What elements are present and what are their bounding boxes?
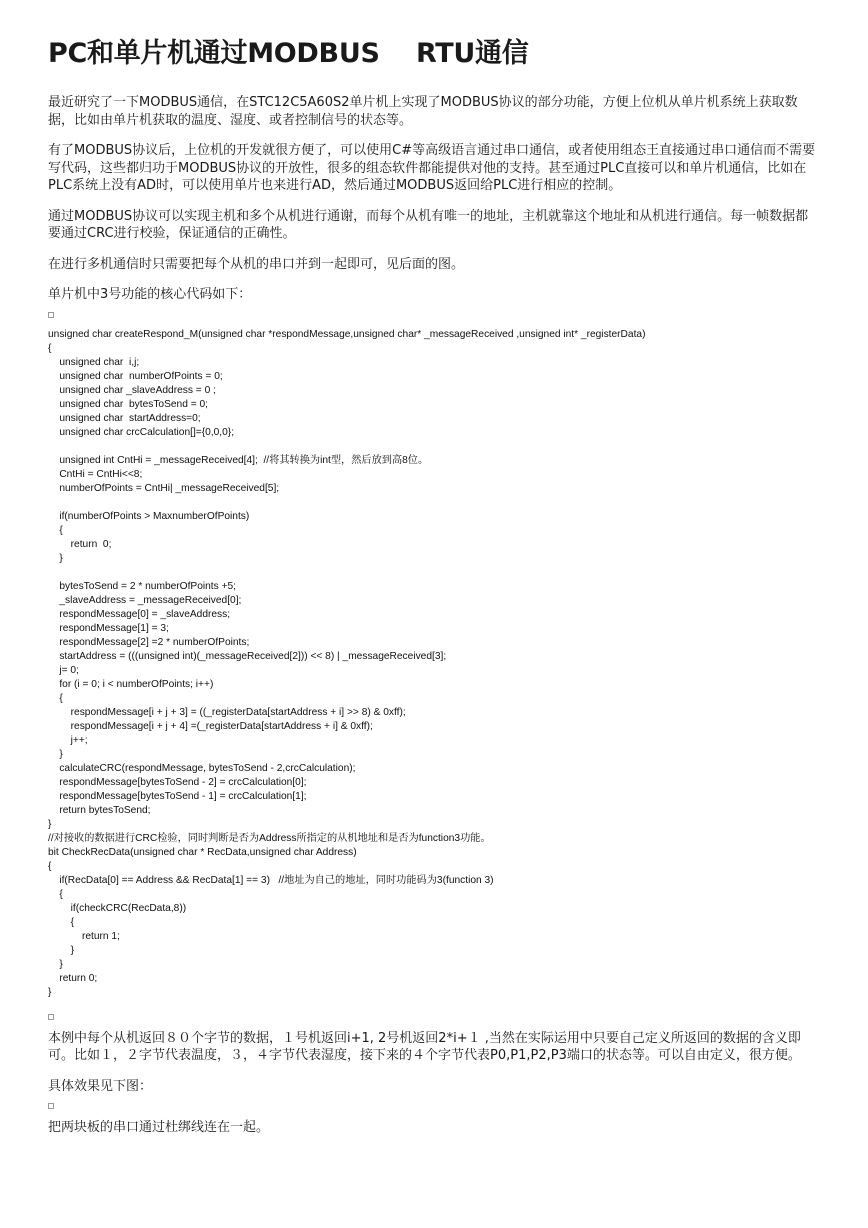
broken-image-icon: [48, 1014, 54, 1020]
broken-image-icon: [48, 1103, 54, 1109]
paragraph: 有了MODBUS协议后，上位机的开发就很方便了，可以使用C#等高级语言通过串口通信，或者使用组态王直接通过串口通信而不需要写代码，这些都归功于MODBUS协议的开放性，很多的组态软件都能提供对他的支持。甚至通过PLC直接可以和单片机通信，比如在PLC系统上没有AD时，可以使用单片也来进行AD，然后通过MODBUS返回给PLC进行相应的控制。: [48, 143, 816, 193]
code-block: unsigned char createRespond_M(unsigned char *respondMessage,unsigned char* _messageReceived ,unsigned int* _registerData) { unsigned char i,j; unsigned char numberOfPoints = 0; unsigned char _slaveAddress = 0 ; unsigned char bytesToSend = 0; unsigned char startAddress=0; unsigned char crcCalculation[]={0,0,0}; unsigned int CntHi = _messageReceived[4]; //将其转换为int型，然后放到高8位。 CntHi = CntHi<<8; numberOfPoints = CntHi| _messageReceived[5]; if(numberOfPoints > MaxnumberOfPoints) { return 0; } bytesToSend = 2 * numberOfPoints +5; _slaveAddress = _messageReceived[0]; respondMessage[0] = _slaveAddress; respondMessage[1] = 3; respondMessage[2] =2 * numberOfPoints; startAddress = (((unsigned int)(_messageReceived[2])) << 8) | _messageReceived[3]; j= 0; for (i = 0; i < numberOfPoints; i++) { respondMessage[i + j + 3] = ((_registerData[startAddress + i] >> 8) & 0xff); respondMessage[i + j + 4] =(_registerData[startAddress + i] & 0xff); j++; } calculateCRC(respondMessage, bytesToSend - 2,crcCalculation); respondMessage[bytesToSend - 2] = crcCalculation[0]; respondMessage[bytesToSend - 1] = crcCalculation[1]; return bytesToSend; } //对接收的数据进行CRC检验，同时判断是否为Address所指定的从机地址和是否为function3功能。 bit CheckRecData(unsigned char * RecData,unsigned char Address) { if(RecData[0] == Address && RecData[1] == 3) //地址为自己的地址，同时功能码为3(function 3) { if(checkCRC(RecData,8)) { return 1; } } return 0; }: [48, 328, 646, 998]
paragraph: 最近研究了一下MODBUS通信，在STC12C5A60S2单片机上实现了MODBUS协议的部分功能，方便上位机从单片机系统上获取数据，比如由单片机获取的温度、湿度、或者控制信号的状态等。: [48, 95, 798, 128]
broken-image-icon: [48, 312, 54, 318]
page-title: PC和单片机通过MODBUS RTU通信: [48, 38, 529, 69]
paragraph: 在进行多机通信时只需要把每个从机的串口并到一起即可，见后面的图。: [48, 256, 465, 272]
paragraph: 具体效果见下图：: [48, 1078, 153, 1094]
paragraph: 把两块板的串口通过杜绑线连在一起。: [48, 1120, 270, 1135]
article: [48, 34, 820, 1150]
paragraph: 本例中每个从机返回８０个字节的数据，１号机返回i+1, 2号机返回2*i+１ ,当然在实际运用中只要自己定义所返回的数据的含义即可。比如１，２字节代表温度，３，４字节代表湿度，接下来的４个字节代表P0,P1,P2,P3端口的状态等。可以自由定义，很方便。: [48, 1030, 801, 1063]
paragraph: 单片机中3号功能的核心代码如下：: [48, 287, 252, 302]
paragraph: 通过MODBUS协议可以实现主机和多个从机进行通谢，而每个从机有唯一的地址，主机就靠这个地址和从机进行通信。每一帧数据都要通过CRC进行校验，保证通信的正确性。: [48, 208, 809, 241]
